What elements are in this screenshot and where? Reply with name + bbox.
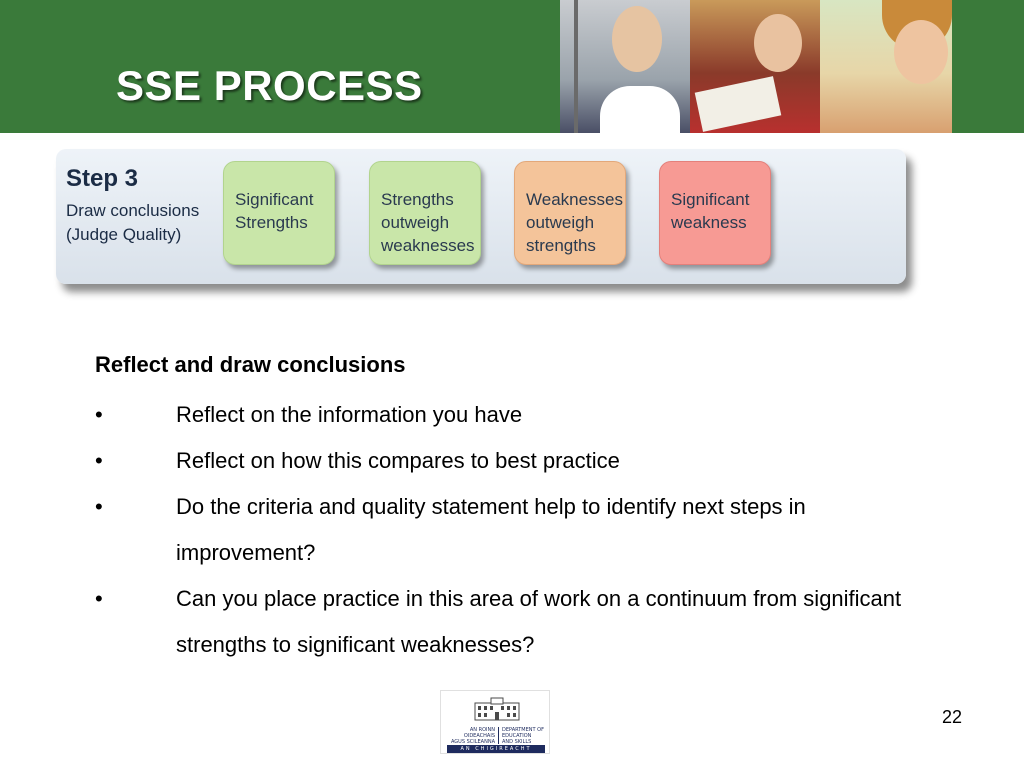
bullet-text: Can you place practice in this area of work on a continuum from significant strengths to significant weaknesses?	[176, 586, 902, 657]
judgement-box-significant-weakness	[659, 161, 771, 265]
step-heading: Step 3	[66, 165, 139, 192]
step-panel	[56, 149, 906, 284]
department-logo	[440, 690, 550, 754]
bullet-item	[95, 438, 935, 484]
header-photo-strip	[560, 0, 952, 133]
photo-student-writing	[820, 0, 952, 133]
bullet-text: Do the criteria and quality statement help to identify next steps in improvement?	[176, 494, 806, 565]
photo-student-lab	[560, 0, 690, 133]
bullet-list	[95, 392, 935, 668]
judgement-box-line: outweigh	[381, 213, 450, 232]
step-subtitle	[66, 199, 226, 247]
judgement-box-line: Significant	[235, 190, 314, 209]
judgement-box-strengths-outweigh	[369, 161, 481, 265]
judgement-box-weaknesses-outweigh	[514, 161, 626, 265]
page-number: 22	[941, 707, 962, 727]
photo-students-reading	[690, 0, 820, 133]
judgement-box-line: Strengths	[381, 190, 454, 209]
section-heading: Reflect and draw conclusions	[95, 352, 406, 377]
judgement-box-line: Strengths	[235, 213, 308, 232]
building-icon	[473, 697, 521, 721]
logo-text-irish: AN ROINN OIDEACHAIS AGUS SCILEANNA	[450, 727, 495, 745]
bullet-item	[95, 484, 935, 576]
bullet-item	[95, 576, 935, 668]
judgement-box-line: Significant	[671, 190, 750, 209]
bullet-mark: •	[95, 494, 103, 519]
header-band	[0, 0, 1024, 133]
bullet-item	[95, 392, 935, 438]
bullet-mark: •	[95, 586, 103, 611]
judgement-box-line: weaknesses	[381, 236, 475, 255]
step-subtitle-line: (Judge Quality)	[66, 225, 182, 244]
logo-text-english: DEPARTMENT OF EDUCATION AND SKILLS	[502, 727, 544, 745]
bullet-mark: •	[95, 402, 103, 427]
step-subtitle-line: Draw conclusions	[66, 201, 200, 220]
slide-title: SSE PROCESS	[116, 62, 423, 109]
bullet-text: Reflect on how this compares to best practice	[176, 448, 620, 473]
logo-divider	[498, 727, 499, 744]
logo-bar: AN CHIGIREACHT	[447, 745, 545, 753]
judgement-box-line: outweigh	[526, 213, 595, 232]
judgement-box-significant-strengths	[223, 161, 335, 265]
judgement-box-line: Weaknesses	[526, 190, 624, 209]
bullet-mark: •	[95, 448, 103, 473]
judgement-box-line: strengths	[526, 236, 596, 255]
judgement-box-line: weakness	[671, 213, 747, 232]
bullet-text: Reflect on the information you have	[176, 402, 523, 427]
